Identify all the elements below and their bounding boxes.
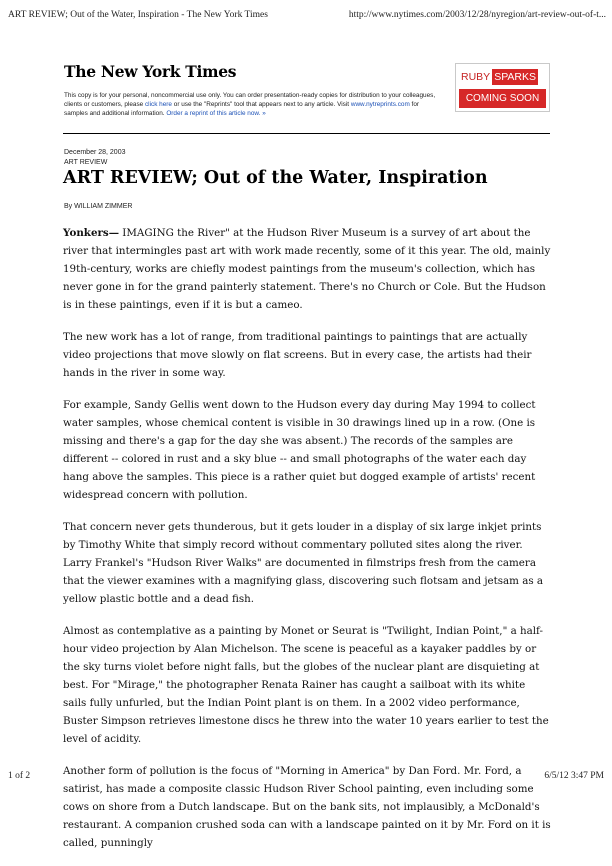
article-paragraph — [63, 224, 551, 314]
article-paragraph: For example, Sandy Gellis went down to the Hudson every day during May 1994 to collect water samples, whose chemical content is visible in 30 drawings lined up in a row. (One is missing and there's a gap for the day she was absent.) The records of the samples are different -- colored in rust and a sky blue -- and small photographs of the water each day hang above the samples. This piece is a rather quiet but dogged example of artists' recent widespread concern with pollution. — [63, 399, 536, 501]
article-body — [63, 224, 551, 866]
article-date: December 28, 2003 — [64, 149, 126, 156]
dateline: Yonkers— — [63, 227, 120, 239]
ad-word-sparks: SPARKS — [494, 71, 537, 83]
nytreprints-link[interactable]: www.nytreprints.com — [350, 101, 410, 108]
click-here-link[interactable]: click here — [144, 101, 172, 108]
ruby-sparks-ad[interactable] — [455, 63, 550, 112]
notice-text: or use the "Reprints" tool that appears next to any article. Visit — [171, 101, 351, 108]
page-counter: 1 of 2 — [8, 771, 31, 781]
notice-text: This copy is for your personal, noncommercial use only. You can order presentation-ready copies for distribution to your colleagues, clients or customers, please — [64, 92, 436, 108]
page-title: ART REVIEW; Out of the Water, Inspiration - The New York Times — [8, 10, 268, 20]
page-url: http://www.nytimes.com/2003/12/28/nyregion/art-review-out-of-t... — [348, 10, 606, 20]
ad-title — [459, 67, 546, 87]
article-paragraph: Almost as contemplative as a painting by Monet or Seurat is "Twilight, Indian Point," a half-hour video projection by Alan Michelson. The scene is peaceful as a kayaker paddles by or the sky turns violet before night falls, but the globes of the nuclear plant are disquieting at best. For "Mirage," the photographer Renata Rainer has caught a sailboat with its white sails fully unfurled, but the Indian Point plant is on them. In a 2002 video performance, Buster Simpson retrieves limestone discs he threw into the water 10 years earlier to test the level of acidity. — [63, 625, 549, 745]
article-section: ART REVIEW — [64, 159, 108, 166]
divider — [63, 133, 550, 134]
article-paragraph: The new work has a lot of range, from traditional paintings to paintings that are actually video projections that move slowly on flat screens. But in every case, the artists had their hands in the river in some way. — [63, 331, 532, 379]
article-byline: By WILLIAM ZIMMER — [64, 203, 133, 210]
print-timestamp: 6/5/12 3:47 PM — [544, 771, 604, 781]
paragraph-text: IMAGING the River" at the Hudson River Museum is a survey of art about the river that intermingles past art with work made recently, some of it this year. The old, mainly 19th-century, works are chiefly modest paintings from the museum's collection, which has never gone in for the grand painterly statement. There's no Church or Cole. But the Hudson is in these paintings, even if it is but a cameo. — [63, 227, 551, 311]
nyt-logo[interactable]: The New York Times — [64, 62, 237, 81]
article-paragraph: That concern never gets thunderous, but it gets louder in a display of six large inkjet prints by Timothy White that simply record without commentary polluted sites along the river. Larry Frankel's "Hudson River Walks" are documented in filmstrips fresh from the camera that the viewer examines with a magnifying glass, discovering such flotsam and jetsam as a yellow plastic bottle and a dead fish. — [63, 521, 544, 605]
ad-word-ruby: RUBY — [461, 71, 491, 83]
article-paragraph: Another form of pollution is the focus of "Morning in America" by Dan Ford. Mr. Ford, a satirist, has made a composite classic Hudson River School painting, even including some cows on shore from a Dutch landscape. But on the bank sits, not implausibly, a McDonald's restaurant. A companion crushed soda can with a landscape painted on it by Mr. Ford on it is called, punningly — [63, 765, 551, 849]
article-headline: ART REVIEW; Out of the Water, Inspiration — [63, 168, 488, 188]
notice-text: for samples and additional information. — [64, 101, 420, 117]
ad-tagline: COMING SOON — [459, 89, 546, 108]
order-reprint-link[interactable]: Order a reprint of this article now. » — [166, 110, 266, 117]
reprint-notice — [64, 91, 444, 118]
